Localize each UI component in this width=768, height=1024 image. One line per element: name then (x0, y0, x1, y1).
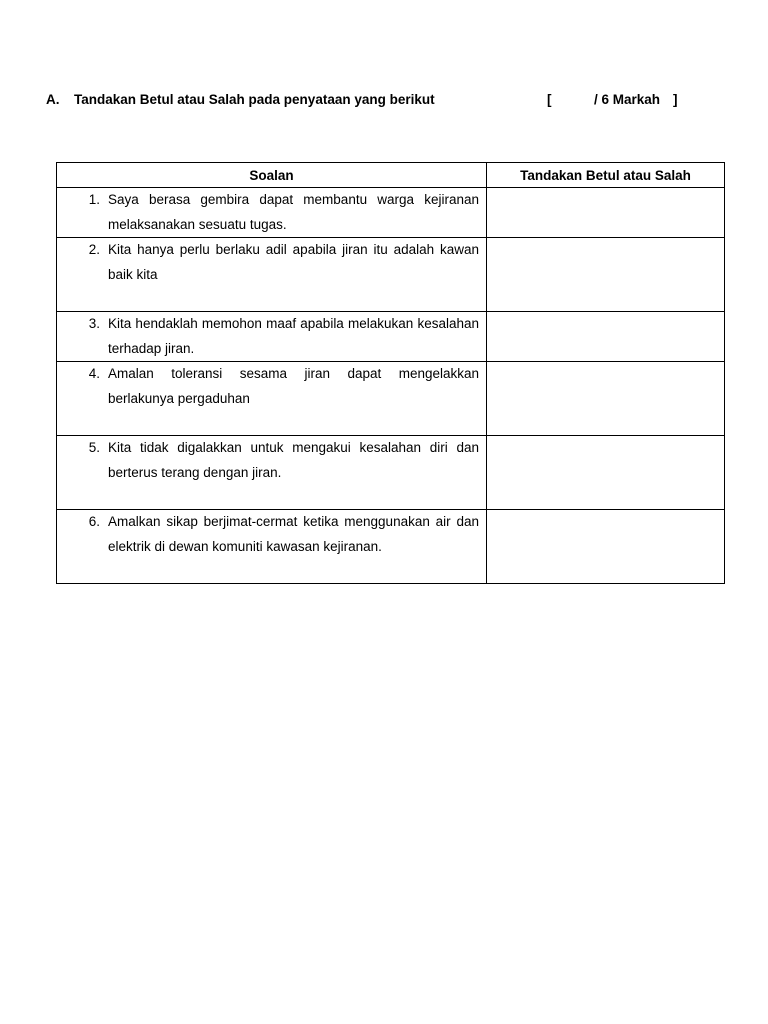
question-table (56, 162, 725, 584)
answer-cell[interactable] (487, 238, 725, 312)
table-row (57, 188, 725, 238)
table-row (57, 238, 725, 312)
question-text: Kita hendaklah memohon maaf apabila melakukan kesalahan terhadap jiran. (108, 316, 479, 356)
table-header-row (57, 163, 725, 188)
answer-cell[interactable] (487, 188, 725, 238)
header-soalan: Soalan (57, 163, 487, 188)
question-cell (57, 436, 487, 510)
section-heading (46, 92, 686, 112)
question-cell (57, 188, 487, 238)
question-cell (57, 312, 487, 362)
question-number: 2. (88, 242, 100, 257)
table-row (57, 510, 725, 584)
question-text: Saya berasa gembira dapat membantu warga kejiranan melaksanakan sesuatu tugas. (108, 192, 479, 232)
question-cell (57, 362, 487, 436)
question-text: Amalan toleransi sesama jiran dapat mengelakkan berlakunya pergaduhan (108, 366, 479, 406)
question-number: 3. (88, 316, 100, 331)
question-text: Kita hanya perlu berlaku adil apabila jiran itu adalah kawan baik kita (108, 242, 479, 282)
answer-cell[interactable] (487, 436, 725, 510)
question-text: Kita tidak digalakkan untuk mengakui kesalahan diri dan berterus terang dengan jiran. (108, 440, 479, 480)
question-number: 1. (88, 192, 100, 207)
marks-total: / 6 Markah (594, 92, 661, 107)
marks-bracket-close: ] (673, 92, 678, 107)
header-answer: Tandakan Betul atau Salah (487, 163, 725, 188)
question-cell (57, 238, 487, 312)
section-letter: A. (46, 92, 60, 107)
marks-bracket-open: [ (547, 92, 552, 107)
answer-cell[interactable] (487, 312, 725, 362)
question-number: 5. (88, 440, 100, 455)
question-number: 4. (88, 366, 100, 381)
table-row (57, 362, 725, 436)
answer-cell[interactable] (487, 510, 725, 584)
table-row (57, 436, 725, 510)
table-row (57, 312, 725, 362)
question-number: 6. (88, 514, 100, 529)
answer-cell[interactable] (487, 362, 725, 436)
question-text: Amalkan sikap berjimat-cermat ketika menggunakan air dan elektrik di dewan komuniti kawasan kejiranan. (108, 514, 479, 554)
question-cell (57, 510, 487, 584)
section-instruction: Tandakan Betul atau Salah pada penyataan yang berikut (74, 92, 435, 107)
